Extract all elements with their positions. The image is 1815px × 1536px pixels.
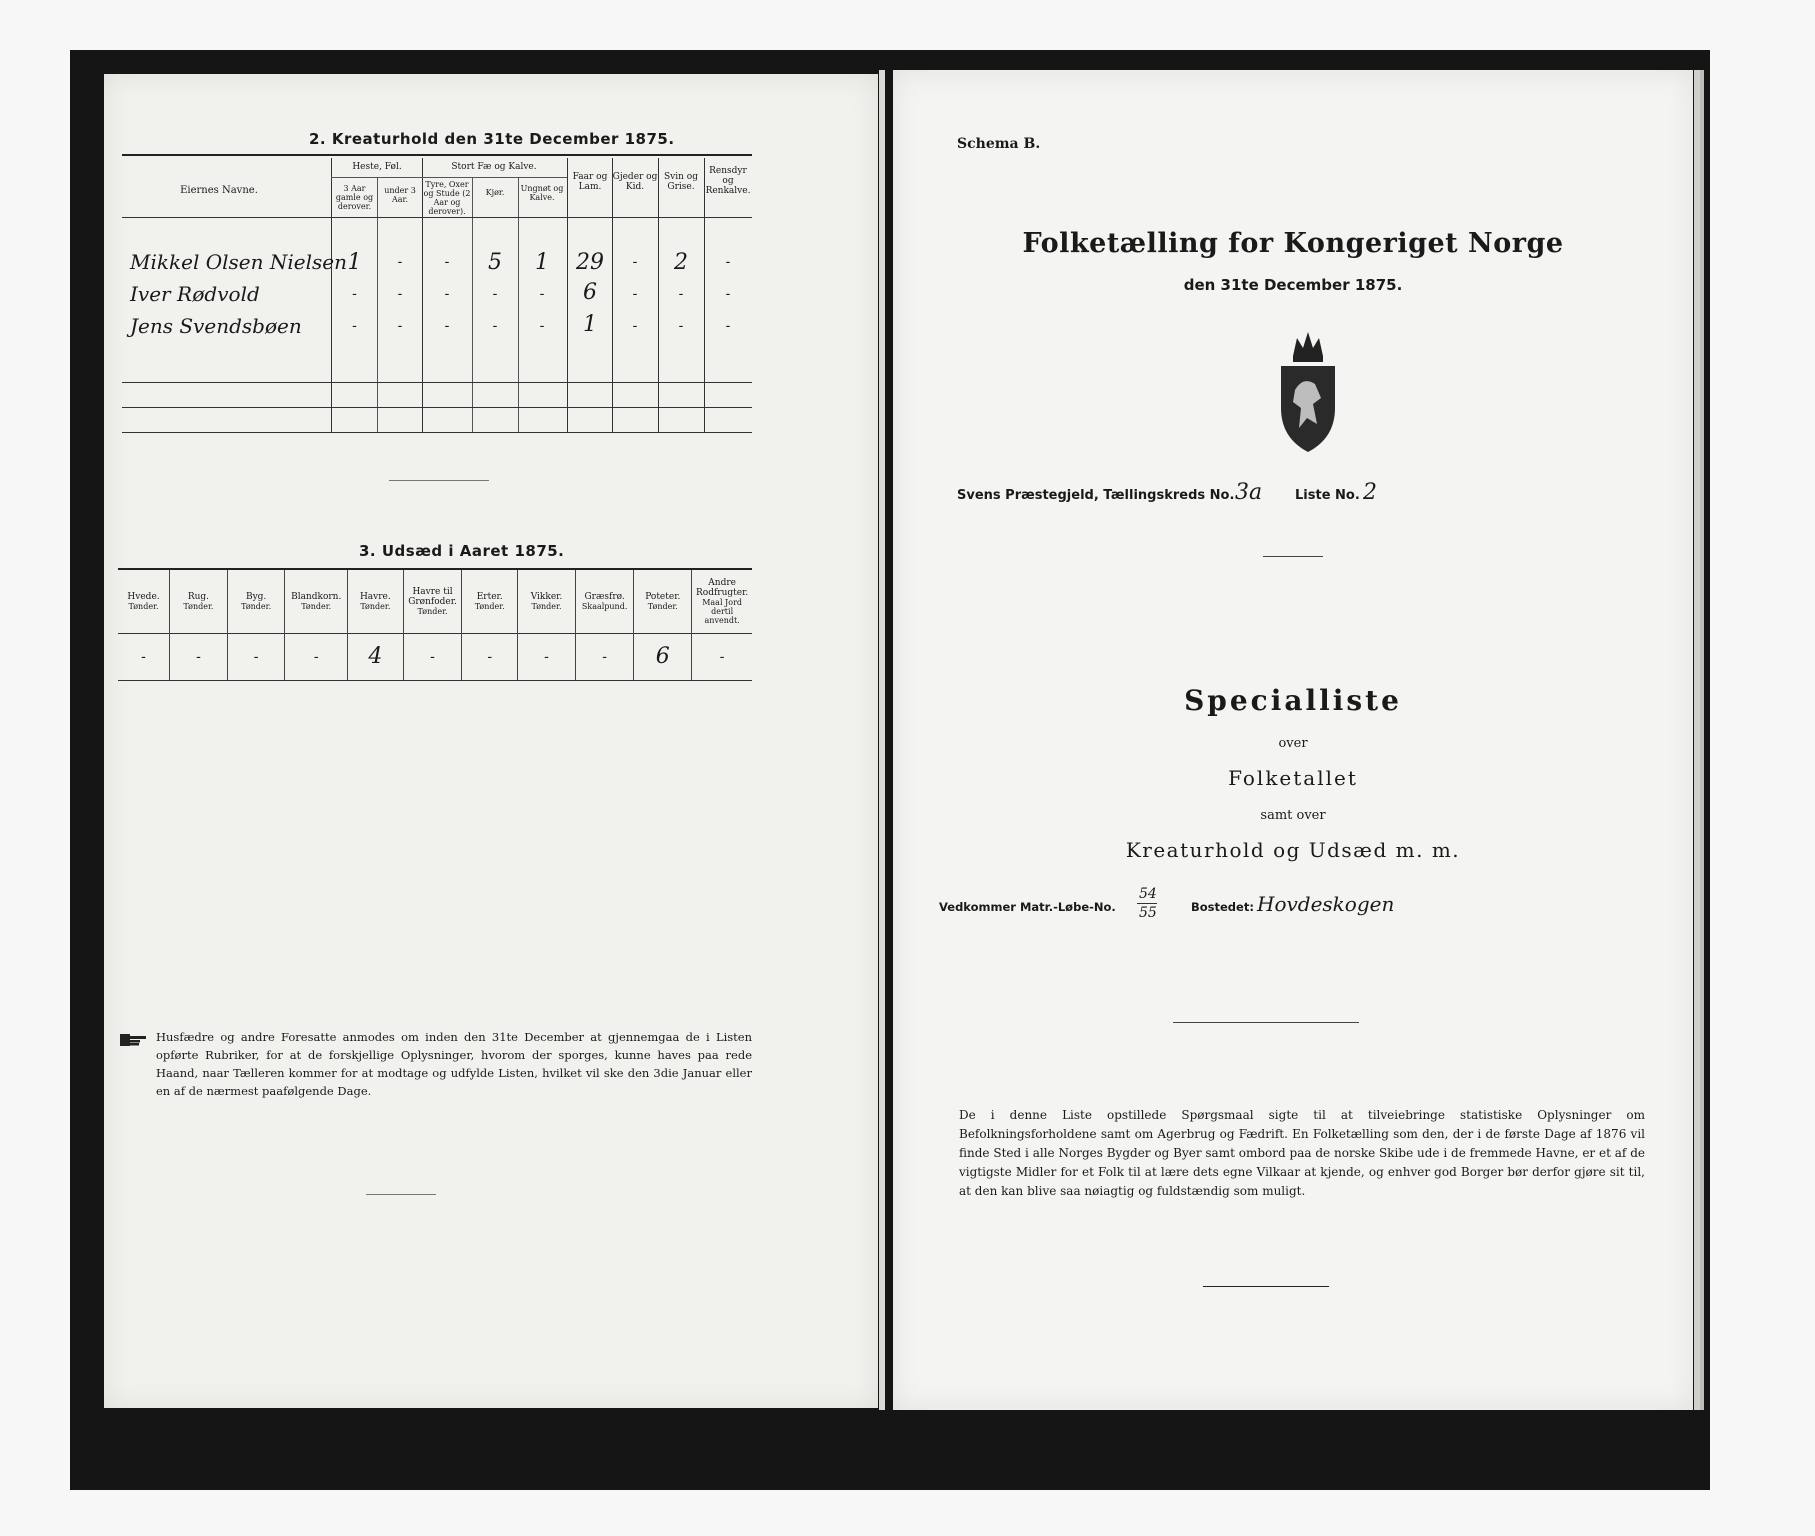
table-row: - - - - 4 - - - - 6 - [118, 633, 752, 680]
folketallet-heading: Folketallet [1228, 766, 1358, 790]
udsaed-title: 3. Udsæd i Aaret 1875. [359, 542, 565, 560]
schema-label: Schema B. [957, 136, 1041, 152]
udsaed-header: Vikker. Tønder. [518, 570, 576, 633]
page-title: Folketælling for Kongeriget Norge [1022, 228, 1564, 259]
divider [1173, 1022, 1359, 1023]
col-gjeder: Gjeder og Kid. [612, 172, 658, 192]
liste-no: 2 [1363, 480, 1377, 505]
group-stort-fae: Stort Fæ og Kalve. [451, 162, 537, 172]
page-date: den 31te December 1875. [1183, 276, 1403, 294]
norway-coat-of-arms-icon [1273, 328, 1343, 458]
col-faar: Faar og Lam. [572, 172, 608, 192]
matr-no-bottom: 55 [1139, 905, 1157, 921]
matr-no-top: 54 [1139, 886, 1157, 902]
udsaed-header: Havre til Grønfoder. Tønder. [403, 570, 462, 633]
udsaed-header: Havre. Tønder. [347, 570, 403, 633]
kreaturhold-heading: Kreaturhold og Udsæd m. m. [1125, 838, 1461, 862]
right-page: Schema B. Folketælling for Kongeriget Norge den 31te December 1875. Svens Præstegjeld, Tællingskreds No. 3a Liste No. 2 Specialliste over Folketallet samt over Kreaturhold og Udsæd m. m. Vedkommer Matr.-Løbe-No. 54 55 Bostedet: Hovdeskogen De i denne Liste opstillede Spørgsmaal sigte til at tilveiebringe statistiske Oplysninger om Befolkningsforholdene samt om Agerbrug og Fædrift. En Folketælling som den, der i de første Dage af 1876 vil finde Sted i alle Norges Bygder og Byer samt ombord paa de norske Skibe ude i de fremmede Havne, er et af de vigtigste Midler for et Folk til at lære dets egne Vilkaar at kjende, og enhver god Borger bør derfor gjøre sit til, at den kan blive saa nøiagtig og fuldstændig som muligt. [893, 70, 1693, 1410]
divider [1203, 1286, 1329, 1287]
udsaed-header: Rug. Tønder. [170, 570, 228, 633]
bostedet-value: Hovdeskogen [1257, 892, 1395, 916]
divider [366, 1194, 436, 1195]
col-owner: Eiernes Navne. [180, 185, 258, 196]
intro-paragraph: De i denne Liste opstillede Spørgsmaal sigte til at tilveiebringe statistiske Oplysninger om Befolkningsforholdene samt om Agerbrug og Fædrift. En Folketælling som den, der i de første Dage af 1876 vil finde Sted i alle Norges Bygder og Byer samt ombord paa de norske Skibe ude i de fremmede Havne, er et af de vigtigste Midler for et Folk til at lære dets egne Vilkaar at kjende, og enhver god Borger bør derfor gjøre sit til, at den kan blive saa nøiagtig og fuldstændig som muligt. [959, 1108, 1645, 1198]
col-tyre: Tyre, Oxer og Stude (2 Aar og derover). [423, 180, 471, 216]
udsaed-header: Byg. Tønder. [227, 570, 285, 633]
col-ungnot: Ungnøt og Kalve. [520, 184, 564, 202]
divider [389, 480, 489, 481]
group-heste: Heste, Føl. [352, 162, 402, 172]
udsaed-header: Erter. Tønder. [462, 570, 518, 633]
owner-name: Jens Svendsbøen [130, 314, 302, 338]
udsaed-header: Poteter. Tønder. [634, 570, 692, 633]
divider [1263, 556, 1323, 557]
udsaed-header: Hvede. Tønder. [127, 591, 160, 611]
owner-name: Mikkel Olsen Nielsen [130, 250, 347, 274]
udsaed-header: Blandkorn. Tønder. [285, 570, 347, 633]
col-rensdyr: Rensdyr og Renkalve. [705, 166, 751, 196]
table-top-rule [122, 154, 752, 156]
left-page: 2. Kreaturhold den 31te December 1875. Eiernes Navne. Heste, Føl. 3 Aar gamle og derover. under 3 Aar. Stort Fæ og Kalve. Tyre, Oxer og Stude (2 Aar og derover). Kjør. Ungnøt og Kalve. Faar og Lam. Gjeder og Kid. Svin og Grise. Rensdyr og Renkalve. Mikkel Olsen Nielsen 1 - - 5 1 29 - 2 - Iver Rødvold - - - - - 6 - - - Jens Svendsbøen - - - - - 1 - - - 3. Udsæd i Aaret 1875. Hvede. Tønder. Rug. Tønder. Byg. Tønder. Blandkorn. Tønder. Havre. Tønder. Havre til Grønfoder. Tønder. Erter. Tønder. Vikker. Tønder. Græsfrø. Skaalpund. Poteter. Tønder. Andre Rodfrugter. Maal Jord dertil anvendt. - - - - 4 - - - - 6 - Husfædre og andre Foresatte anmodes om inden den 31te December at gjennemgaa de i Listen opførte Rubriker, for at de forskjellige Oplysninger, hvorom der sporges, kunne haves paa rede Haand, naar Tælleren kommer for at modtage og udfylde Listen, hvilket vil ske den 3die Januar eller en af de nærmest paafølgende Dage. [104, 74, 878, 1408]
col-heste-young: under 3 Aar. [384, 186, 416, 204]
kreaturhold-title: 2. Kreaturhold den 31te December 1875. [309, 130, 675, 148]
kreds-no: 3a [1235, 480, 1263, 505]
owner-name: Iver Rødvold [130, 282, 260, 306]
udsaed-header: Andre Rodfrugter. Maal Jord dertil anvendt. [692, 570, 752, 633]
pointing-hand-icon [118, 1030, 148, 1050]
col-svin: Svin og Grise. [664, 172, 698, 192]
notice-text: Husfædre og andre Foresatte anmodes om inden den 31te December at gjennemgaa de i Listen opførte Rubriker, for at de forskjellige Oplysninger, hvorom der sporges, kunne haves paa rede Haand, naar Tælleren kommer for at modtage og udfylde Listen, hvilket vil ske den 3die Januar eller en af de nærmest paafølgende Dage. [156, 1030, 752, 1098]
udsaed-header: Græsfrø. Skaalpund. [575, 570, 633, 633]
col-heste-old: 3 Aar gamle og derover. [335, 184, 374, 211]
specialliste-heading: Specialliste [1184, 684, 1402, 717]
col-kjor: Kjør. [485, 188, 505, 197]
